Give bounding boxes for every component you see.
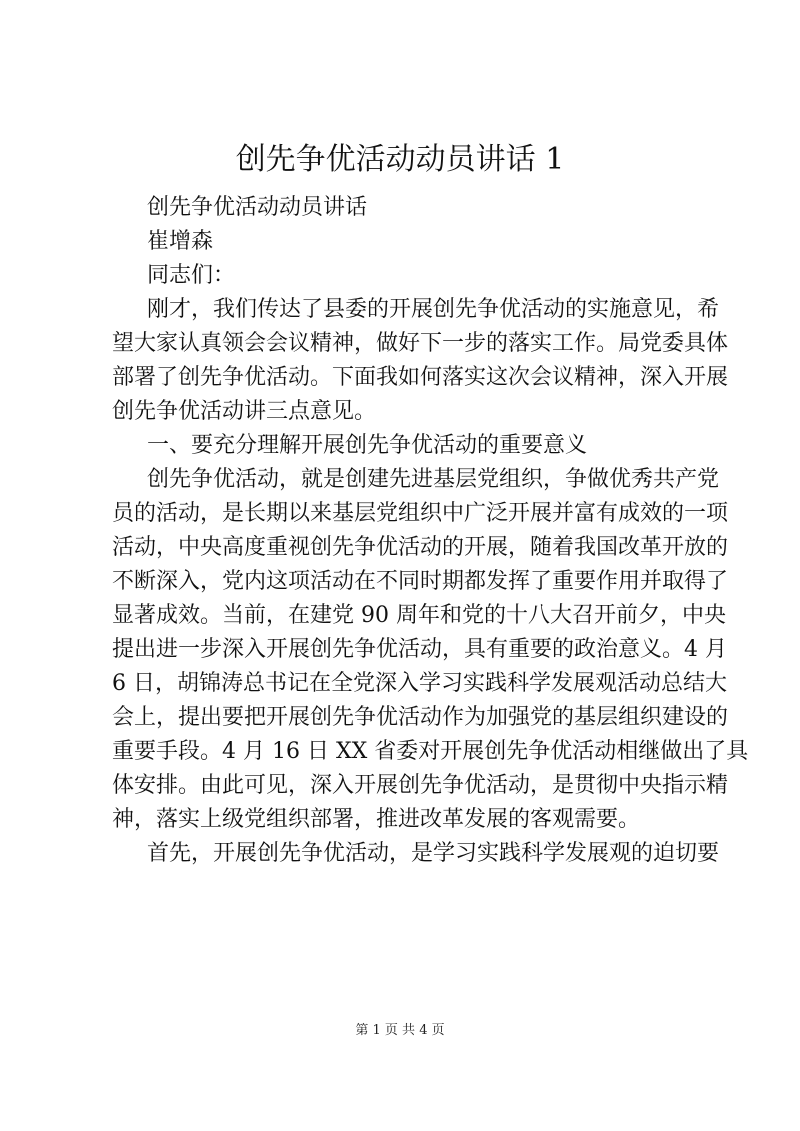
- text-line: 提出进一步深入开展创先争优活动，具有重要的政治意义。4 月: [112, 637, 727, 662]
- text-line: 创先争优活动讲三点意见。: [112, 399, 377, 424]
- page-footer: 第 1 页 共 4 页: [355, 1023, 445, 1038]
- text-line: 重要手段。4 月 16 日 XX 省委对开展创先争优活动相继做出了具: [112, 739, 749, 764]
- text-line: 望大家认真领会会议精神，做好下一步的落实工作。局党委具体: [112, 331, 729, 356]
- text-line: 不断深入，党内这项活动在不同时期都发挥了重要作用并取得了: [112, 569, 729, 594]
- document-body: [112, 191, 749, 871]
- text-line: 首先，开展创先争优活动，是学习实践科学发展观的迫切要: [147, 841, 720, 866]
- text-line: 会上，提出要把开展创先争优活动作为加强党的基层组织建设的: [112, 705, 729, 730]
- text-line: 显著成效。当前，在建党 90 周年和党的十八大召开前夕，中央: [112, 603, 726, 628]
- text-line: 员的活动，是长期以来基层党组织中广泛开展并富有成效的一项: [112, 501, 729, 526]
- text-line: 体安排。由此可见，深入开展创先争优活动，是贯彻中央指示精: [112, 773, 729, 798]
- paragraphs: [112, 293, 749, 871]
- document-title: 创先争优活动动员讲话 1: [235, 142, 565, 177]
- text-line: 部署了创先争优活动。下面我如何落实这次会议精神，深入开展: [112, 365, 729, 390]
- paragraph: [112, 429, 712, 463]
- text-line: 6 日，胡锦涛总书记在全党深入学习实践科学发展观活动总结大: [112, 671, 727, 696]
- author: 崔增森: [147, 229, 214, 254]
- text-line: 活动，中央高度重视创先争优活动的开展，随着我国改革开放的: [112, 535, 729, 560]
- text-line: 创先争优活动，就是创建先进基层党组织，争做优秀共产党: [147, 467, 720, 492]
- subtitle: 创先争优活动动员讲话: [147, 195, 368, 220]
- paragraph: [112, 463, 749, 837]
- paragraph: [112, 837, 720, 871]
- text-line: 神，落实上级党组织部署，推进改革发展的客观需要。: [112, 807, 641, 832]
- paragraph: [112, 293, 729, 429]
- text-line: 一、要充分理解开展创先争优活动的重要意义: [147, 433, 588, 458]
- text-line: 刚才，我们传达了县委的开展创先争优活动的实施意见，希: [147, 297, 720, 322]
- salutation: 同志们：: [147, 263, 236, 288]
